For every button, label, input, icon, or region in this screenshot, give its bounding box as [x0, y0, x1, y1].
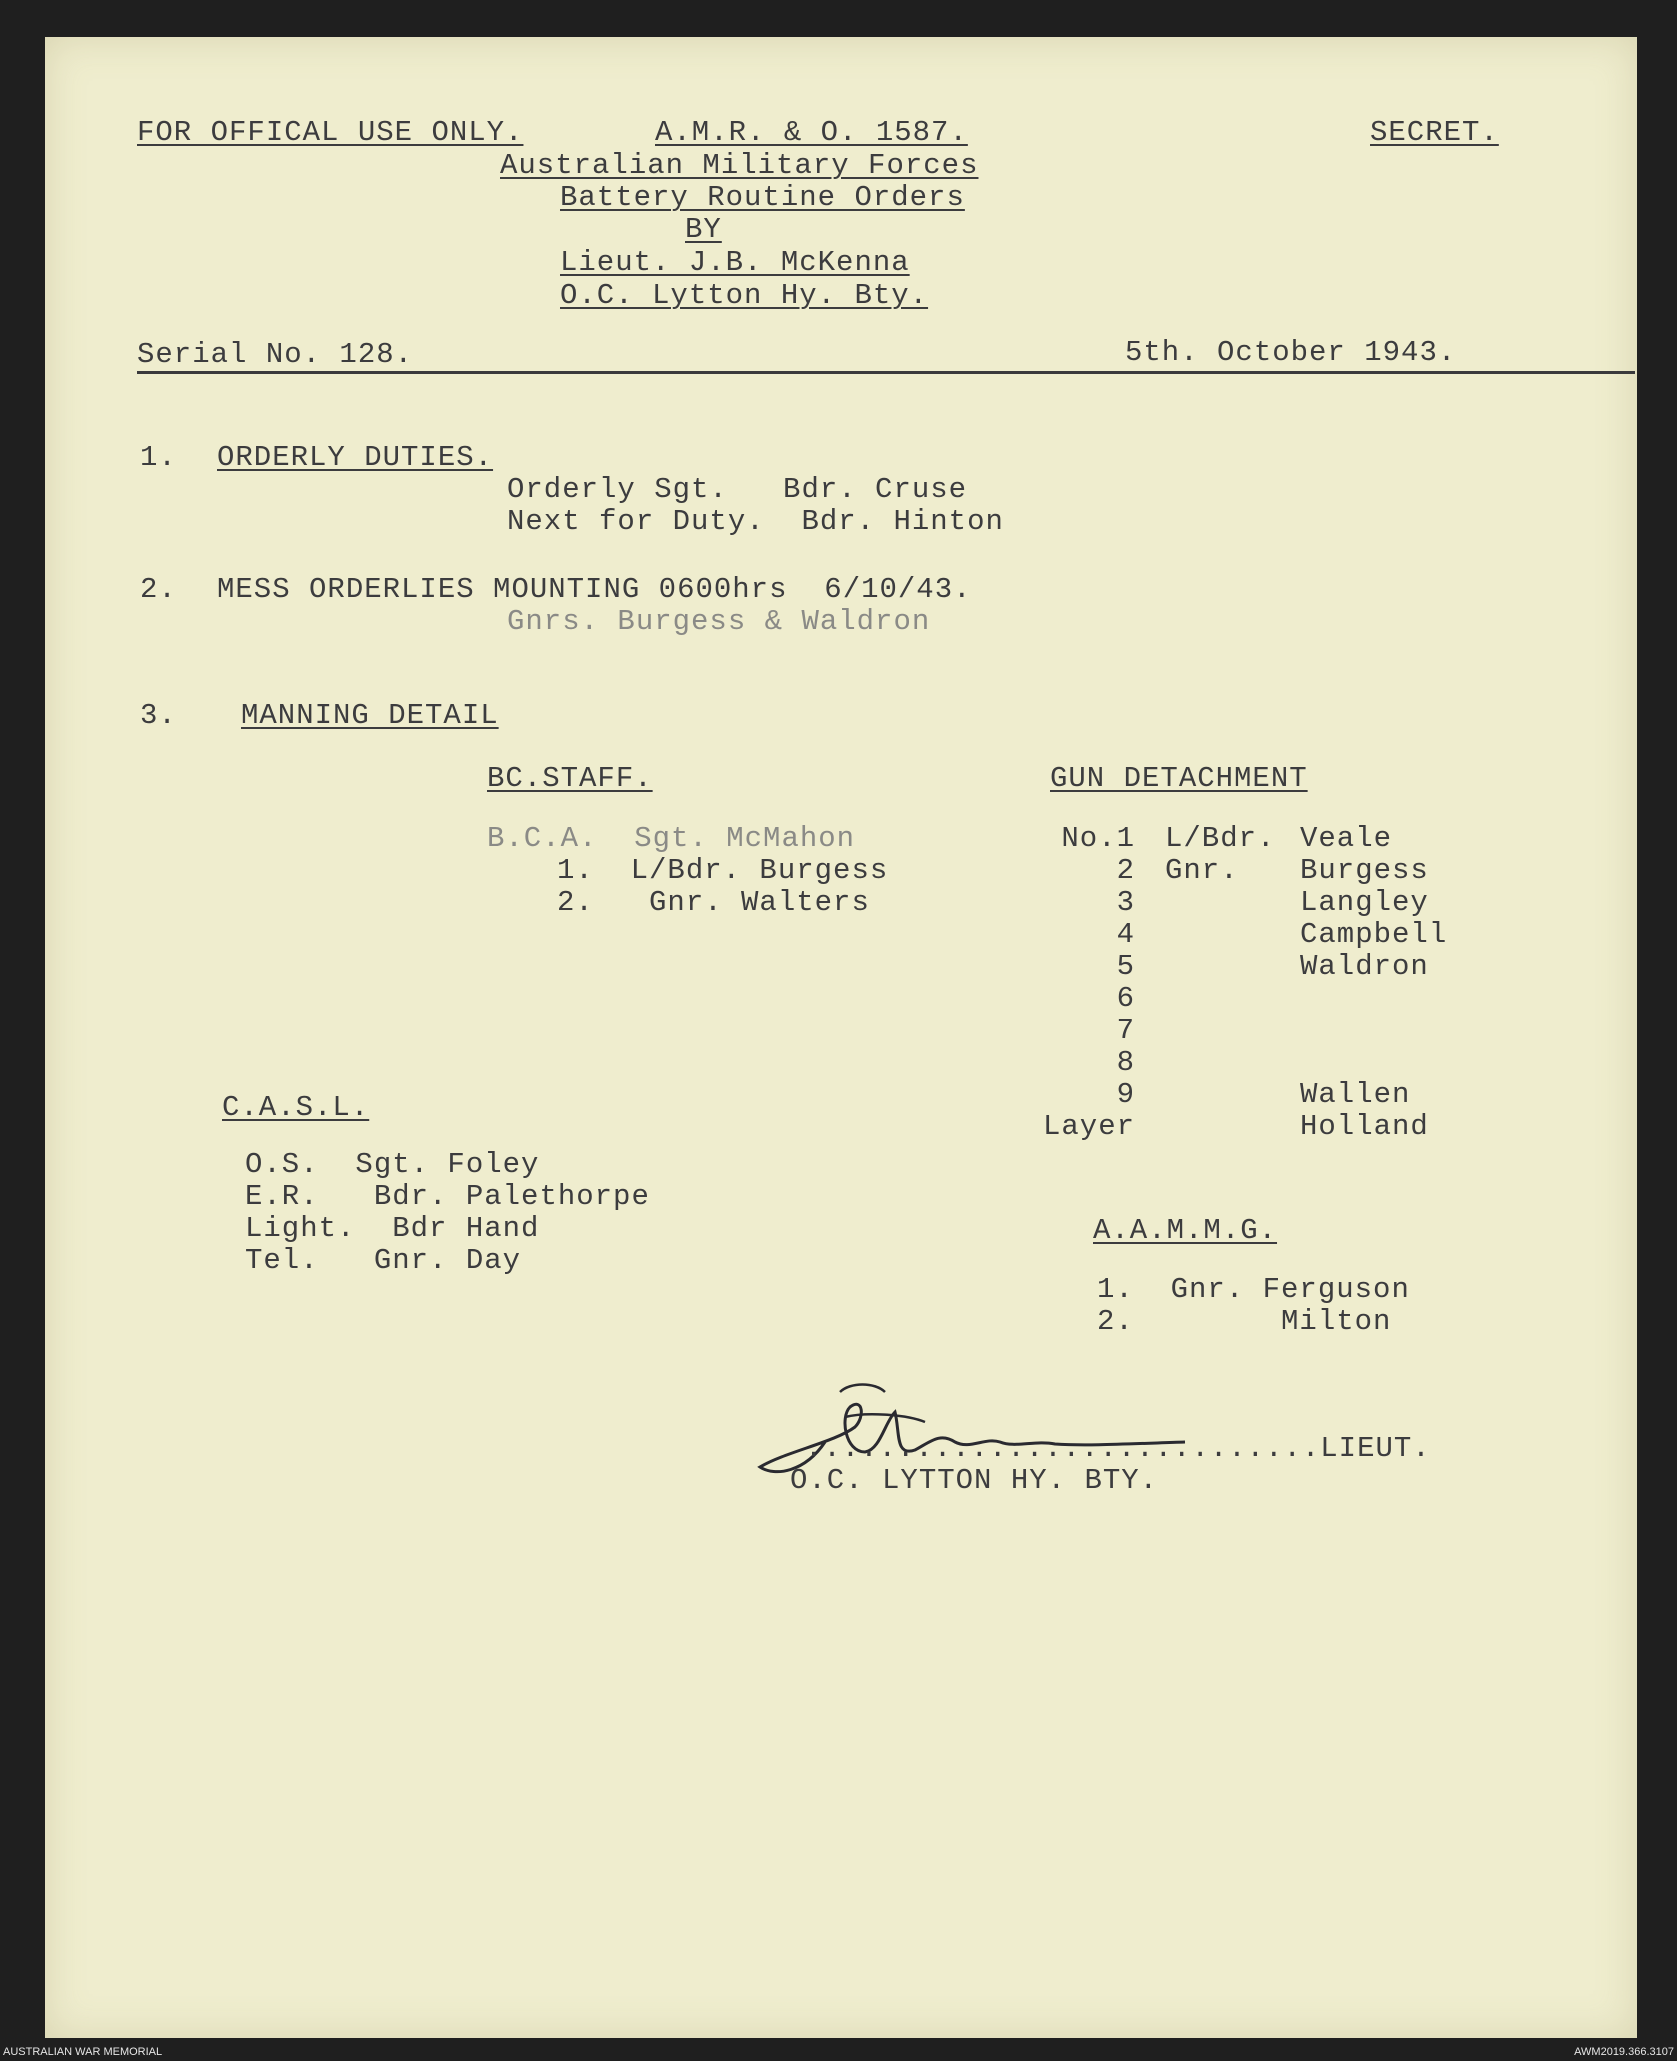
gun-crew-name: Veale — [1300, 822, 1393, 855]
gun-rank: L/Bdr. — [1165, 822, 1276, 855]
gun-position: 7 — [1116, 1014, 1135, 1047]
gun-position: 2 — [1116, 854, 1135, 887]
casl-row: E.R. Bdr. Palethorpe — [245, 1180, 650, 1213]
gun-position: 8 — [1116, 1046, 1135, 1079]
casl-row: O.S. Sgt. Foley — [245, 1148, 540, 1181]
aammg-row: 2. Milton — [1097, 1305, 1392, 1338]
signature-unit: O.C. LYTTON HY. BTY. — [790, 1464, 1159, 1497]
by-label: BY — [685, 213, 722, 246]
order-date: 5th. October 1943. — [1125, 336, 1457, 369]
section-heading: MANNING DETAIL — [241, 699, 499, 732]
casl-row: Tel. Gnr. Day — [245, 1244, 522, 1277]
orderly-sgt-line: Orderly Sgt. Bdr. Cruse — [507, 473, 968, 506]
aammg-row: 1. Gnr. Ferguson — [1097, 1273, 1410, 1306]
casl-row: Light. Bdr Hand — [245, 1212, 540, 1245]
archive-reference: AWM2019.366.3107 — [1574, 2046, 1674, 2058]
document-page — [45, 37, 1637, 2038]
bc-staff-row: 2. Gnr. Walters — [557, 886, 870, 919]
bc-staff-row: 1. L/Bdr. Burgess — [557, 854, 889, 887]
gun-crew-name: Waldron — [1300, 950, 1429, 983]
reference-number: A.M.R. & O. 1587. — [655, 116, 968, 149]
gun-crew-name: Wallen — [1300, 1078, 1411, 1111]
gun-detachment-heading: GUN DETACHMENT — [1050, 762, 1308, 795]
header-divider — [137, 371, 1635, 374]
casl-heading: C.A.S.L. — [222, 1091, 370, 1124]
gun-position: Layer — [1042, 1110, 1135, 1143]
signature-line: ............................LIEUT. — [805, 1432, 1431, 1465]
section-number: 3. — [140, 699, 177, 732]
section-number: 2. — [140, 573, 177, 606]
mess-orderlies-line: Gnrs. Burgess & Waldron — [507, 605, 931, 638]
archive-credit: AUSTRALIAN WAR MEMORIAL — [3, 2046, 163, 2058]
gun-position: 6 — [1116, 982, 1135, 1015]
restriction-label: FOR OFFICAL USE ONLY. — [137, 116, 524, 149]
unit-name: O.C. Lytton Hy. Bty. — [560, 279, 929, 312]
serial-number: Serial No. 128. — [137, 338, 414, 371]
gun-position: No.1 — [1061, 822, 1135, 855]
officer-name: Lieut. J.B. McKenna — [560, 246, 910, 279]
document-title: Battery Routine Orders — [560, 181, 965, 214]
gun-position: 4 — [1116, 918, 1135, 951]
gun-crew-name: Holland — [1300, 1110, 1429, 1143]
bc-staff-row: B.C.A. Sgt. McMahon — [487, 822, 856, 855]
gun-crew-name: Campbell — [1300, 918, 1448, 951]
org-name: Australian Military Forces — [500, 149, 979, 182]
section-number: 1. — [140, 441, 177, 474]
classification-label: SECRET. — [1370, 116, 1499, 149]
section-heading: MESS ORDERLIES MOUNTING 0600hrs 6/10/43. — [217, 573, 972, 606]
aammg-heading: A.A.M.M.G. — [1093, 1214, 1278, 1247]
gun-position: 9 — [1116, 1078, 1135, 1111]
bc-staff-heading: BC.STAFF. — [487, 762, 653, 795]
gun-rank: Gnr. — [1165, 854, 1239, 887]
gun-position: 3 — [1116, 886, 1135, 919]
gun-crew-name: Burgess — [1300, 854, 1429, 887]
gun-position: 5 — [1116, 950, 1135, 983]
gun-crew-name: Langley — [1300, 886, 1429, 919]
next-duty-line: Next for Duty. Bdr. Hinton — [507, 505, 1004, 538]
section-heading: ORDERLY DUTIES. — [217, 441, 494, 474]
